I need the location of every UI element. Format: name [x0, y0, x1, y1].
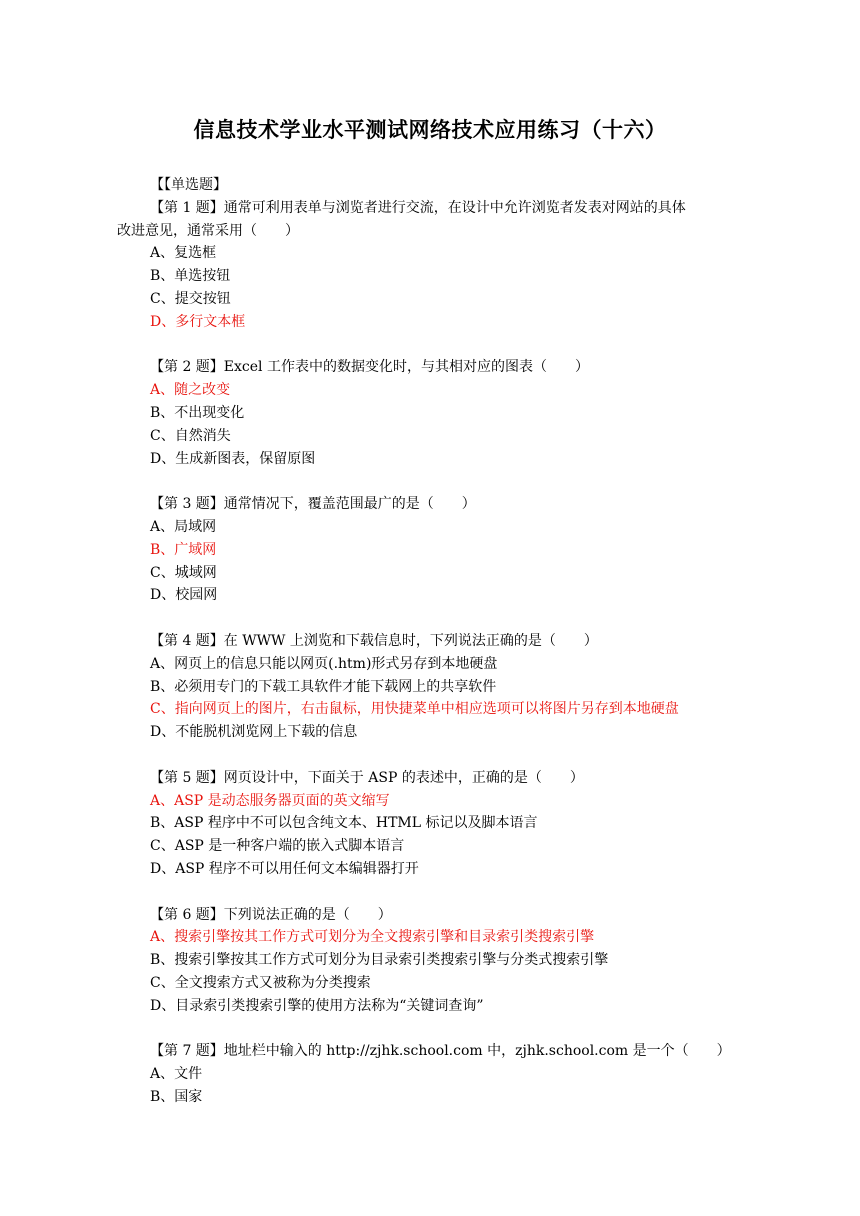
question-4-option-c-answer: C、指向网页上的图片，右击鼠标，用快捷菜单中相应选项可以将图片另存到本地硬盘 [150, 701, 679, 718]
question-2-option-b: B、不出现变化 [150, 404, 245, 421]
document-title: 信息技术学业水平测试网络技术应用练习（十六） [193, 118, 667, 142]
question-6-option-c: C、全文搜索方式又被称为分类搜索 [150, 974, 371, 991]
question-7-stem: 【第 7 题】地址栏中输入的 http://zjhk.school.com 中，zjhk.school.com 是一个（ ） [150, 1043, 731, 1060]
question-6-stem: 【第 6 题】下列说法正确的是（ ） [150, 906, 392, 923]
question-2-option-d: D、生成新图表，保留原图 [150, 450, 316, 467]
question-5-option-c: C、ASP 是一种客户端的嵌入式脚本语言 [150, 838, 405, 855]
question-1-stem: 【第 1 题】通常可利用表单与浏览者进行交流，在设计中允许浏览者发表对网站的具体 [150, 199, 686, 216]
question-2-option-c: C、自然消失 [150, 427, 231, 444]
spacer [150, 607, 770, 630]
spacer [150, 1017, 770, 1040]
question-6-option-d: D、目录索引类搜索引擎的使用方法称为“关键词查询” [150, 997, 484, 1014]
question-4-option-b: B、必须用专门的下载工具软件才能下载网上的共享软件 [150, 678, 497, 695]
question-4-option-a: A、网页上的信息只能以网页(.htm)形式另存到本地硬盘 [150, 655, 498, 672]
question-4-stem: 【第 4 题】在 WWW 上浏览和下载信息时，下列说法正确的是（ ） [150, 632, 598, 649]
question-2-stem: 【第 2 题】Excel 工作表中的数据变化时，与其相对应的图表（ ） [150, 359, 589, 376]
question-6-option-a-answer: A、搜索引擎按其工作方式可划分为全文搜索引擎和目录索引类搜索引擎 [150, 929, 595, 946]
question-1-stem-continued: 改进意见，通常采用（ ） [117, 222, 299, 239]
question-3-option-c: C、城域网 [150, 564, 217, 581]
spacer [150, 881, 770, 904]
question-5-option-a-answer: A、ASP 是动态服务器页面的英文缩写 [150, 792, 390, 809]
spacer [150, 470, 770, 493]
question-7-option-a: A、文件 [150, 1066, 203, 1083]
question-1-option-a: A、复选框 [150, 245, 217, 262]
question-4-option-d: D、不能脱机浏览网上下载的信息 [150, 724, 358, 741]
question-3-stem: 【第 3 题】通常情况下，覆盖范围最广的是（ ） [150, 496, 476, 513]
question-5-stem: 【第 5 题】网页设计中，下面关于 ASP 的表述中，正确的是（ ） [150, 769, 584, 786]
question-3-option-a: A、局域网 [150, 518, 217, 535]
question-5-option-b: B、ASP 程序中不可以包含纯文本、HTML 标记以及脚本语言 [150, 815, 538, 832]
question-6-option-b: B、搜索引擎按其工作方式可划分为目录索引类搜索引擎与分类式搜索引擎 [150, 952, 609, 969]
question-list [117, 174, 770, 1109]
question-3-option-b-answer: B、广域网 [150, 541, 217, 558]
question-3-option-d: D、校园网 [150, 587, 218, 604]
question-7-option-b: B、国家 [150, 1088, 203, 1105]
spacer [150, 744, 770, 767]
question-1-option-d-answer: D、多行文本框 [150, 313, 246, 330]
section-heading: 【【单选题】 [150, 177, 227, 193]
spacer [150, 334, 770, 357]
question-2-option-a-answer: A、随之改变 [150, 382, 231, 399]
question-1-option-c: C、提交按钮 [150, 290, 231, 307]
question-1-option-b: B、单选按钮 [150, 268, 231, 285]
question-5-option-d: D、ASP 程序不可以用任何文本编辑器打开 [150, 860, 419, 877]
